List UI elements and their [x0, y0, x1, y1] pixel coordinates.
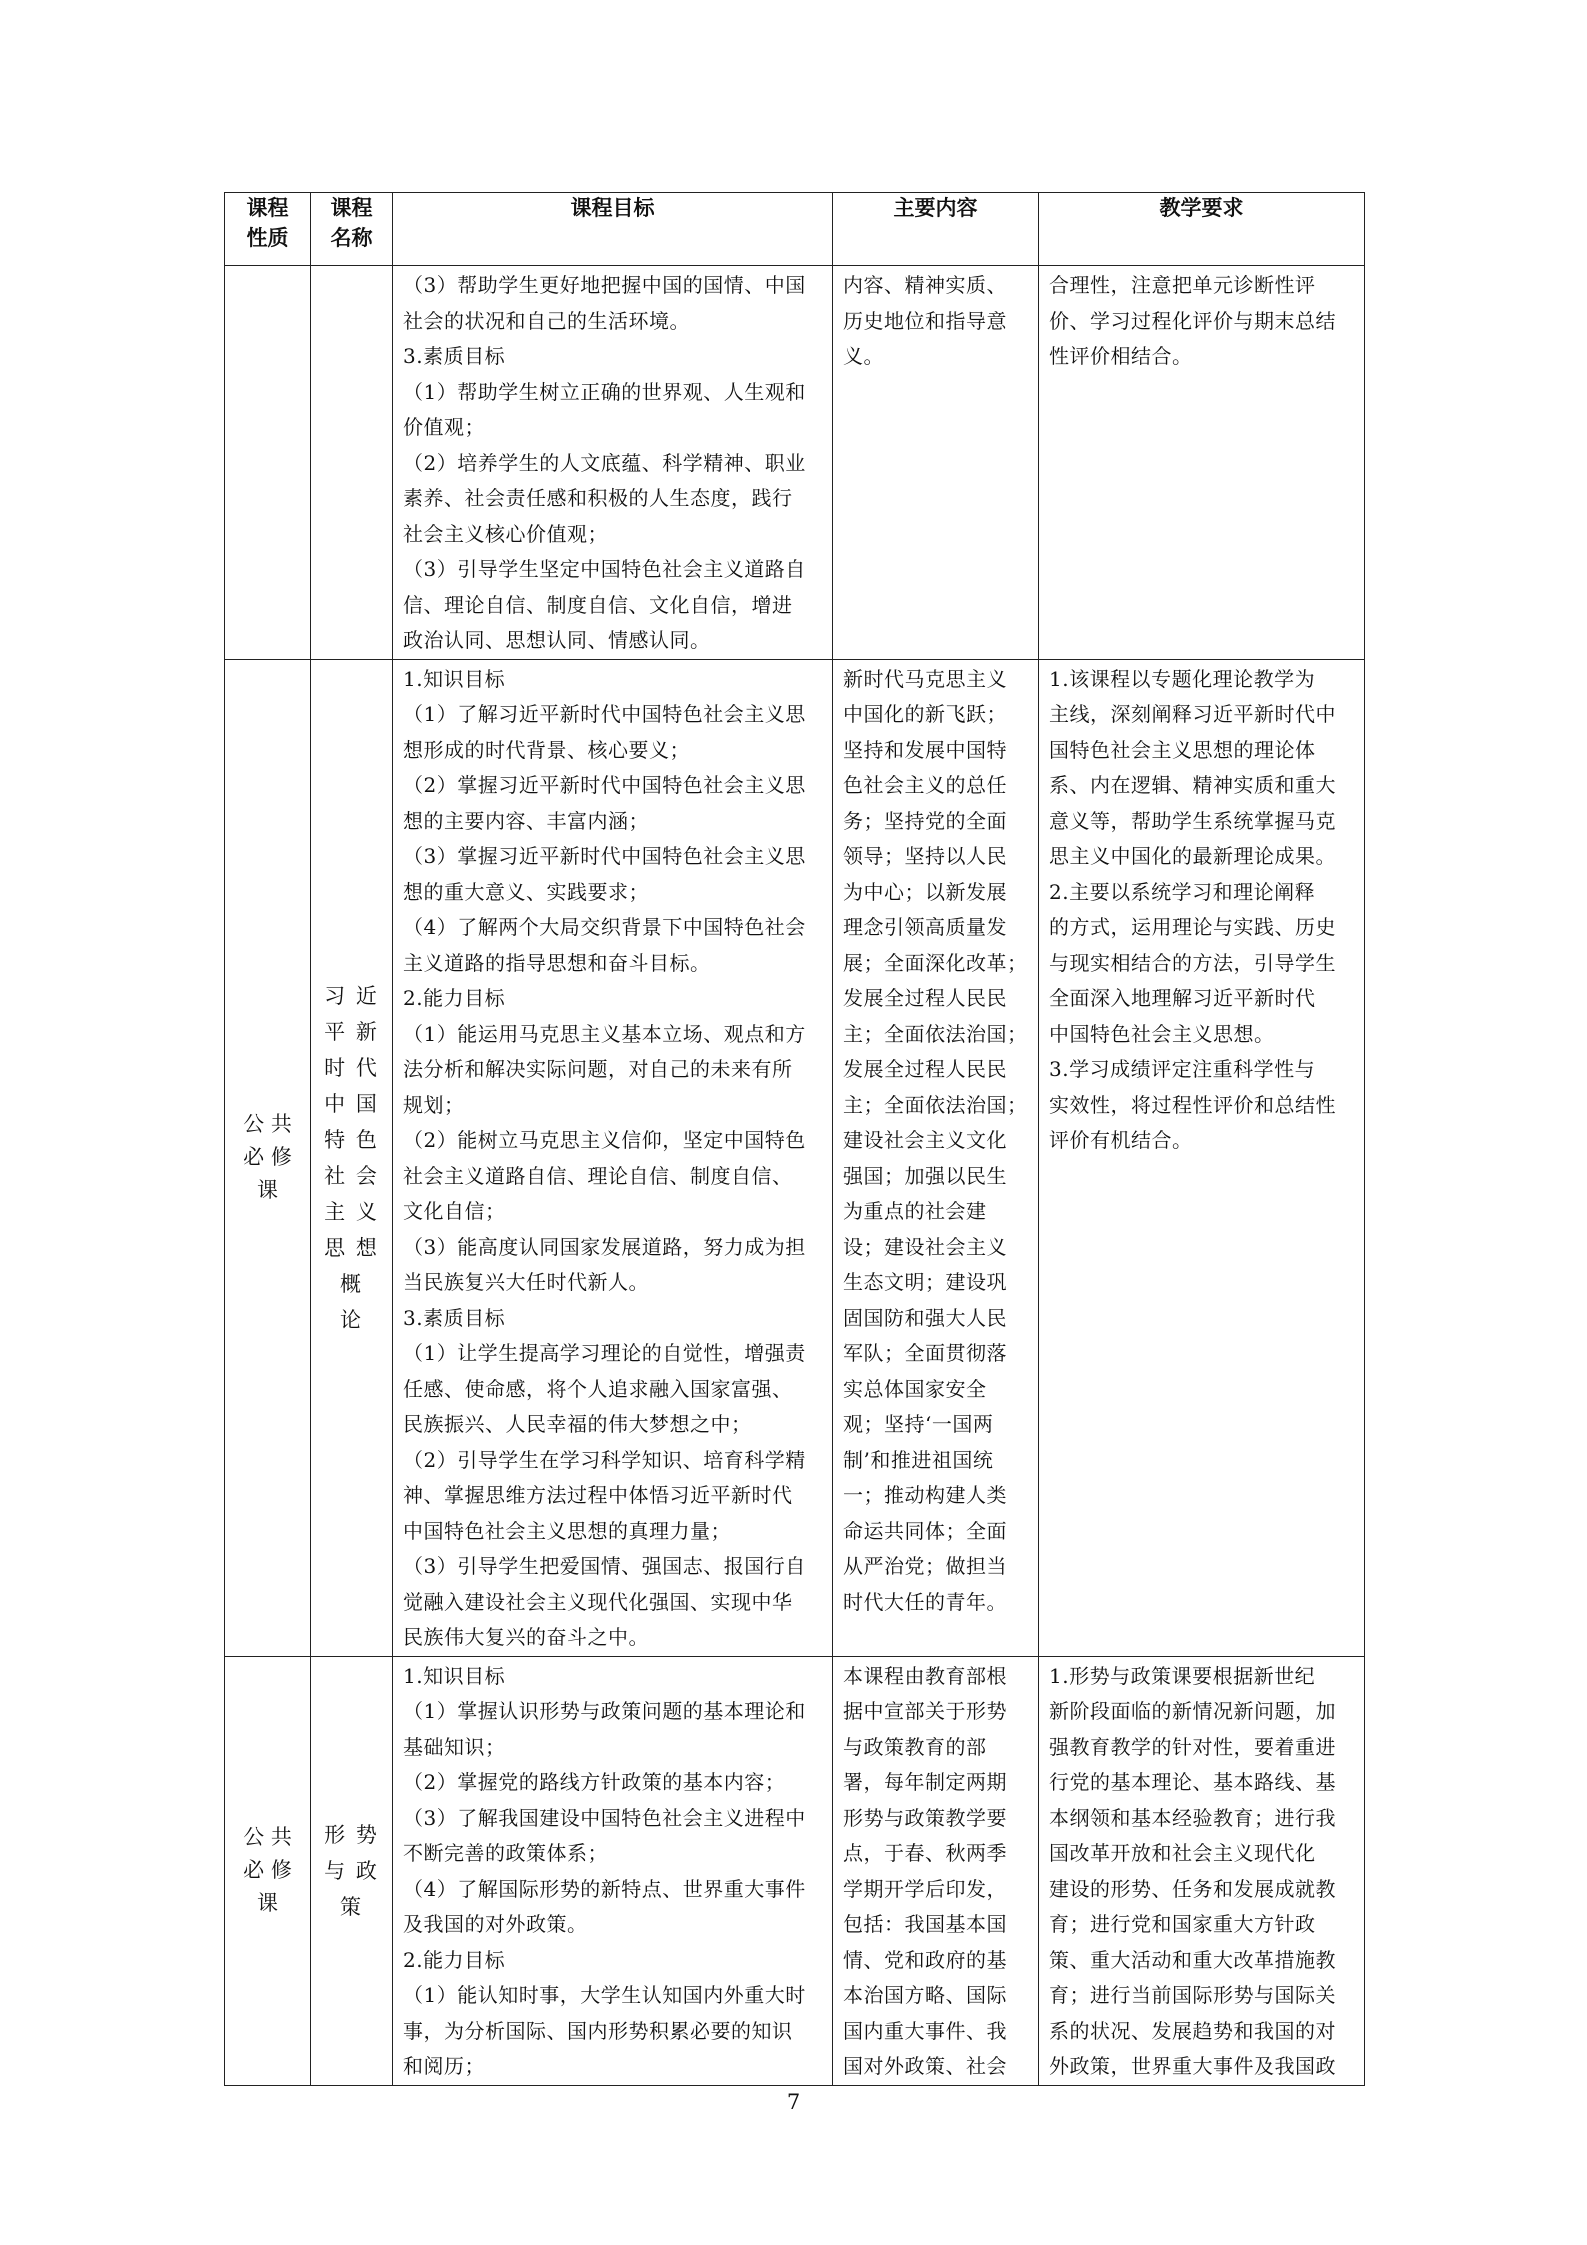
requirement-line: 育；进行党和国家重大方针政: [1049, 1912, 1316, 1936]
content-line: 设；建设社会主义: [843, 1234, 1007, 1259]
requirement-line: 策、重大活动和重大改革措施教: [1049, 1947, 1336, 1972]
requirement-line: 价、学习过程化评价与期末总结: [1049, 308, 1336, 333]
header-course-name: [311, 193, 393, 266]
requirement-line: 意义等，帮助学生系统掌握马克: [1049, 808, 1336, 833]
content-line: 据中宣部关于形势: [843, 1699, 1007, 1723]
goal-line: 基础知识；: [403, 1734, 506, 1759]
requirement-line: 合理性，注意把单元诊断性评: [1049, 273, 1316, 297]
goal-line: （1）掌握认识形势与政策问题的基本理论和: [403, 1699, 806, 1723]
goal-line: （4）了解国际形势的新特点、世界重大事件: [403, 1876, 806, 1901]
name-text: [311, 1817, 392, 1925]
course-name-line: 习 近: [324, 983, 379, 1008]
goal-line: （3）帮助学生更好地把握中国的国情、中国: [403, 273, 806, 297]
requirement-line: 3.学习成绩评定注重科学性与: [1049, 1057, 1316, 1081]
content-line: 展；全面深化改革；: [843, 950, 1028, 975]
content-line: 建设社会主义文化: [843, 1128, 1007, 1152]
requirement-line: 国特色社会主义思想的理论体: [1049, 737, 1316, 762]
content-line: 发展全过程人民民: [843, 986, 1007, 1010]
goals-text: [393, 1657, 832, 2085]
content-line: 内容、精神实质、: [843, 273, 1007, 297]
goal-line: 政治认同、思想认同、情感认同。: [403, 628, 711, 652]
requirement-line: 系的状况、发展趋势和我国的对: [1049, 2018, 1336, 2043]
requirement-line: 实效性，将过程性评价和总结性: [1049, 1092, 1336, 1117]
goal-line: （4）了解两个大局交织背景下中国特色社会: [403, 915, 806, 939]
course-name-line: 时 代: [324, 1055, 379, 1080]
content-line: 义。: [843, 344, 884, 368]
course-name-line: 主 义: [324, 1199, 379, 1224]
course-kind-line: 必 修: [243, 1145, 292, 1169]
goal-line: （2）掌握习近平新时代中国特色社会主义思: [403, 773, 806, 797]
goal-line: 3.素质目标: [403, 1305, 506, 1330]
content-text: [833, 266, 1038, 375]
requirement-line: 新阶段面临的新情况新问题，加: [1049, 1699, 1336, 1723]
requirement-line: 思主义中国化的最新理论成果。: [1049, 844, 1336, 868]
requirement-line: 性评价相结合。: [1049, 344, 1193, 368]
cell-content: [833, 266, 1039, 660]
content-line: 主；全面依法治国；: [843, 1021, 1028, 1046]
course-name-line: 形 势: [324, 1822, 379, 1847]
requirement-line: 外政策，世界重大事件及我国政: [1049, 2054, 1336, 2078]
requirement-line: 1.形势与政策课要根据新世纪: [1049, 1663, 1316, 1688]
requirement-line: 主线，深刻阐释习近平新时代中: [1049, 702, 1336, 726]
course-name-line: 社 会: [324, 1163, 379, 1188]
header-name-line: 课程: [330, 195, 373, 220]
goal-line: 2.能力目标: [403, 1947, 506, 1972]
cell-name: [311, 1656, 393, 2085]
content-line: 形势与政策教学要: [843, 1805, 1007, 1830]
goal-line: 1.知识目标: [403, 666, 506, 691]
requirement-line: 中国特色社会主义思想。: [1049, 1021, 1275, 1046]
goal-line: 事，为分析国际、国内形势积累必要的知识: [403, 2018, 793, 2043]
goal-line: 1.知识目标: [403, 1663, 506, 1688]
page-number: 7: [786, 2090, 801, 2114]
table-row: [225, 659, 1365, 1656]
goal-line: 和阅历；: [403, 2054, 485, 2078]
requirement-line: 行党的基本理论、基本路线、基: [1049, 1770, 1336, 1794]
cell-kind: [225, 659, 311, 1656]
goal-line: 中国特色社会主义思想的真理力量；: [403, 1518, 731, 1543]
header-name-line: 名称: [330, 225, 373, 250]
content-line: 本课程由教育部根: [843, 1663, 1007, 1688]
goals-text: [393, 660, 832, 1656]
cell-goals: [393, 266, 833, 660]
content-line: 理念引领高质量发: [843, 915, 1007, 939]
name-text: [311, 978, 392, 1338]
course-kind-line: 必 修: [243, 1858, 292, 1882]
requirement-line: 全面深入地理解习近平新时代: [1049, 986, 1316, 1010]
content-line: 固国防和强大人民: [843, 1305, 1007, 1330]
requirement-line: 育；进行当前国际形势与国际关: [1049, 1983, 1336, 2007]
header-requirements: 教学要求: [1039, 193, 1365, 266]
goal-line: 想的主要内容、丰富内涵；: [403, 808, 649, 833]
goal-line: （2）培养学生的人文底蕴、科学精神、职业: [403, 450, 806, 475]
content-line: 发展全过程人民民: [843, 1057, 1007, 1081]
content-line: 制’和推进祖国统: [843, 1447, 994, 1472]
content-line: 军队；全面贯彻落: [843, 1341, 1007, 1365]
content-line: 点，于春、秋两季: [843, 1841, 1007, 1865]
course-kind-line: 公 共: [243, 1112, 292, 1136]
requirement-line: 强教育教学的针对性，要着重进: [1049, 1734, 1336, 1759]
content-line: 国对外政策、社会: [843, 2054, 1007, 2078]
goal-line: 任感、使命感，将个人追求融入国家富强、: [403, 1376, 793, 1401]
content-line: 观；坚持‘一国两: [843, 1412, 994, 1436]
goal-line: （1）了解习近平新时代中国特色社会主义思: [403, 702, 806, 726]
goal-line: （1）能运用马克思主义基本立场、观点和方: [403, 1021, 806, 1046]
requirement-line: 1.该课程以专题化理论教学为: [1049, 666, 1316, 691]
requirements-text: [1039, 660, 1364, 1159]
content-line: 强国；加强以民生: [843, 1163, 1007, 1188]
content-line: 命运共同体；全面: [843, 1518, 1007, 1543]
goal-line: （3）掌握习近平新时代中国特色社会主义思: [403, 844, 806, 868]
content-line: 务；坚持党的全面: [843, 808, 1007, 833]
header-kind-line: 性质: [246, 225, 289, 250]
goal-line: 神、掌握思维方法过程中体悟习近平新时代: [403, 1483, 793, 1507]
content-line: 一；推动构建人类: [843, 1483, 1007, 1507]
cell-name: [311, 266, 393, 660]
cell-content: [833, 659, 1039, 1656]
content-line: 与政策教育的部: [843, 1734, 987, 1759]
kind-text: [225, 1108, 310, 1207]
cell-requirements: [1039, 659, 1365, 1656]
content-line: 时代大任的青年。: [843, 1589, 1007, 1614]
content-line: 坚持和发展中国特: [843, 737, 1007, 762]
header-content: 主要内容: [833, 193, 1039, 266]
content-line: 历史地位和指导意: [843, 308, 1007, 333]
header-goals: 课程目标: [393, 193, 833, 266]
content-line: 为中心；以新发展: [843, 879, 1007, 904]
goal-line: （2）掌握党的路线方针政策的基本内容；: [403, 1770, 786, 1794]
requirements-text: [1039, 266, 1364, 375]
course-name-line: 策: [340, 1894, 363, 1919]
content-line: 生态文明；建设巩: [843, 1270, 1007, 1294]
content-line: 国内重大事件、我: [843, 2018, 1007, 2043]
header-course-kind: [225, 193, 311, 266]
requirements-text: [1039, 1657, 1364, 2085]
goal-line: 社会的状况和自己的生活环境。: [403, 308, 690, 333]
table-row: [225, 266, 1365, 660]
cell-kind: [225, 1656, 311, 2085]
goal-line: 觉融入建设社会主义现代化强国、实现中华: [403, 1589, 793, 1614]
cell-requirements: [1039, 1656, 1365, 2085]
goal-line: 价值观；: [403, 415, 485, 439]
course-kind-line: 公 共: [243, 1825, 292, 1849]
content-line: 包括：我国基本国: [843, 1912, 1007, 1936]
requirement-line: 的方式，运用理论与实践、历史: [1049, 915, 1336, 939]
course-name-line: 思 想: [324, 1235, 379, 1260]
requirement-line: 国改革开放和社会主义现代化: [1049, 1841, 1316, 1865]
goal-line: （3）了解我国建设中国特色社会主义进程中: [403, 1805, 806, 1830]
requirement-line: 本纲领和基本经验教育；进行我: [1049, 1805, 1336, 1830]
content-line: 本治国方略、国际: [843, 1983, 1007, 2007]
content-line: 学期开学后印发，: [843, 1876, 1007, 1901]
content-line: 领导；坚持以人民: [843, 844, 1007, 868]
goal-line: 信、理论自信、制度自信、文化自信，增进: [403, 592, 793, 617]
requirement-line: 建设的形势、任务和发展成就教: [1049, 1876, 1336, 1901]
content-line: 从严治党；做担当: [843, 1554, 1007, 1578]
goal-line: 社会主义道路自信、理论自信、制度自信、: [403, 1163, 793, 1188]
goal-line: （2）能树立马克思主义信仰，坚定中国特色: [403, 1128, 806, 1152]
content-line: 中国化的新飞跃；: [843, 702, 1007, 726]
goal-line: 法分析和解决实际问题，对自己的未来有所: [403, 1057, 793, 1081]
goal-line: 文化自信；: [403, 1199, 506, 1223]
table-row: [225, 1656, 1365, 2085]
content-line: 情、党和政府的基: [843, 1947, 1007, 1972]
goal-line: 不断完善的政策体系；: [403, 1841, 608, 1865]
goal-line: （1）让学生提高学习理论的自觉性，增强责: [403, 1341, 806, 1365]
content-line: 为重点的社会建: [843, 1199, 987, 1223]
goal-line: 当民族复兴大任时代新人。: [403, 1270, 649, 1294]
course-name-line: 论: [340, 1307, 363, 1332]
course-name-line: 中 国: [324, 1091, 379, 1116]
content-line: 主；全面依法治国；: [843, 1092, 1028, 1117]
cell-kind: [225, 266, 311, 660]
content-line: 色社会主义的总任: [843, 773, 1007, 797]
goal-line: 民族振兴、人民幸福的伟大梦想之中；: [403, 1412, 752, 1436]
goal-line: （2）引导学生在学习科学知识、培育科学精: [403, 1447, 806, 1472]
goal-line: （3）引导学生坚定中国特色社会主义道路自: [403, 557, 806, 581]
cell-content: [833, 1656, 1039, 2085]
content-line: 实总体国家安全: [843, 1376, 987, 1401]
goal-line: 及我国的对外政策。: [403, 1912, 588, 1936]
goal-line: （3）引导学生把爱国情、强国志、报国行自: [403, 1554, 806, 1578]
goal-line: （1）帮助学生树立正确的世界观、人生观和: [403, 379, 806, 404]
goal-line: （1）能认知时事，大学生认知国内外重大时: [403, 1983, 806, 2007]
course-name-line: 与 政: [324, 1858, 379, 1883]
table-header-row: [225, 193, 1365, 266]
goal-line: 规划；: [403, 1092, 465, 1117]
content-text: [833, 660, 1038, 1621]
requirement-line: 系、内在逻辑、精神实质和重大: [1049, 773, 1336, 797]
content-text: [833, 1657, 1038, 2085]
goal-line: 素养、社会责任感和积极的人生态度，践行: [403, 486, 793, 510]
header-kind-line: 课程: [246, 195, 289, 220]
goal-line: （3）能高度认同国家发展道路，努力成为担: [403, 1234, 806, 1259]
course-name-line: 平 新: [324, 1019, 379, 1044]
requirement-line: 评价有机结合。: [1049, 1128, 1193, 1152]
course-kind-line: 课: [257, 1178, 278, 1202]
cell-goals: [393, 659, 833, 1656]
course-table: [224, 192, 1365, 2086]
goal-line: 3.素质目标: [403, 344, 506, 368]
goal-line: 民族伟大复兴的奋斗之中。: [403, 1625, 649, 1649]
goal-line: 想形成的时代背景、核心要义；: [403, 737, 690, 762]
cell-requirements: [1039, 266, 1365, 660]
goal-line: 2.能力目标: [403, 986, 506, 1010]
content-line: 署，每年制定两期: [843, 1770, 1007, 1794]
goal-line: 想的重大意义、实践要求；: [403, 879, 649, 904]
requirement-line: 与现实相结合的方法，引导学生: [1049, 950, 1336, 975]
course-name-line: 特 色: [324, 1127, 379, 1152]
content-line: 新时代马克思主义: [843, 666, 1007, 691]
goals-text: [393, 266, 832, 659]
kind-text: [225, 1821, 310, 1920]
goal-line: 社会主义核心价值观；: [403, 521, 608, 546]
goal-line: 主义道路的指导思想和奋斗目标。: [403, 950, 711, 975]
requirement-line: 2.主要以系统学习和理论阐释: [1049, 879, 1316, 904]
course-name-line: 概: [340, 1271, 363, 1296]
course-kind-line: 课: [257, 1891, 278, 1915]
cell-goals: [393, 1656, 833, 2085]
cell-name: [311, 659, 393, 1656]
